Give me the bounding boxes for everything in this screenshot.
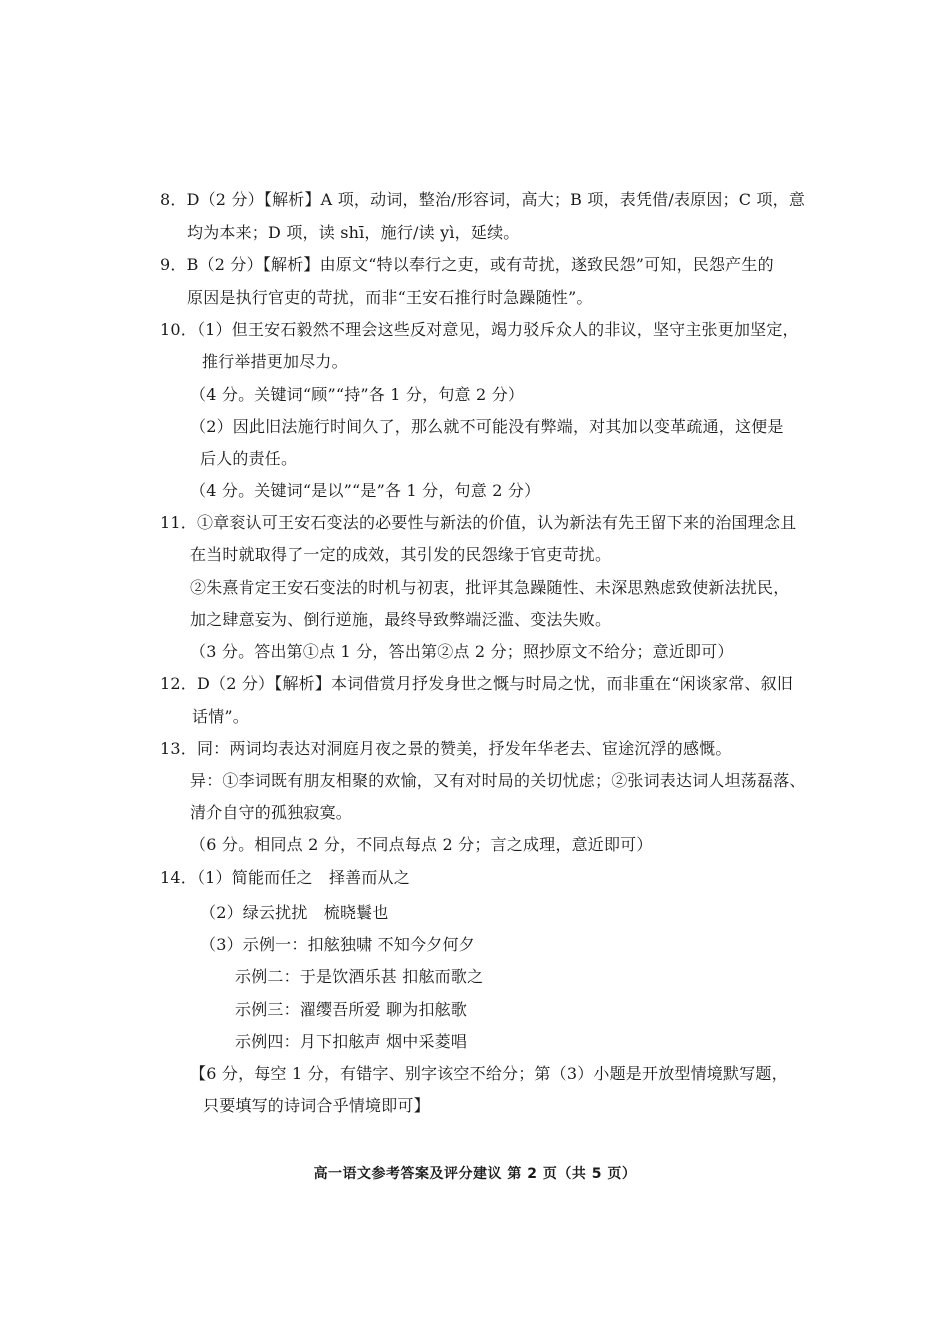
answer-line: 异：①李词既有朋友相聚的欢愉，又有对时局的关切忧虑；②张词表达词人坦荡磊落、 [190, 771, 806, 790]
answer-line: （4 分。关键词“顾”“持”各 1 分，句意 2 分） [190, 385, 525, 404]
answer-line: ②朱熹肯定王安石变法的时机与初衷，批评其急躁随性、未深思熟虑致使新法扰民， [190, 578, 790, 597]
answer-line: （6 分。相同点 2 分，不同点每点 2 分；言之成理，意近即可） [190, 835, 653, 854]
answer-line: 推行举措更加尽力。 [202, 352, 348, 371]
answer-line: 12．D（2 分）【解析】本词借赏月抒发身世之慨与时局之忧，而非重在“闲谈家常、叙旧 [160, 674, 794, 693]
answer-line: （2）绿云扰扰 梳晓鬟也 [200, 903, 389, 922]
answer-line: 清介自守的孤独寂寞。 [190, 803, 353, 822]
answer-line: （3）示例一：扣舷独啸 不知今夕何夕 [200, 935, 475, 954]
answer-line: 加之肆意妄为、倒行逆施，最终导致弊端泛滥、变法失败。 [190, 610, 612, 629]
answer-line: 原因是执行官吏的苛扰，而非“王安石推行时急躁随性”。 [187, 288, 593, 307]
answer-line: 【6 分，每空 1 分，有错字、别字该空不给分；第（3）小题是开放型情境默写题， [190, 1064, 788, 1083]
answer-line: 13．同：两词均表达对洞庭月夜之景的赞美，抒发年华老去、宦途沉浮的感慨。 [160, 739, 732, 758]
answer-line: 14．（1）简能而任之 择善而从之 [160, 868, 410, 887]
answer-line: （4 分。关键词“是以”“是”各 1 分，句意 2 分） [190, 481, 541, 500]
answer-line: 示例三：濯缨吾所爱 聊为扣舷歌 [235, 1000, 468, 1019]
answer-line: 11．①章衮认可王安石变法的必要性与新法的价值，认为新法有先王留下来的治国理念且 [160, 513, 797, 532]
answer-line: 均为本来；D 项，读 shī，施行/读 yì，延续。 [187, 223, 520, 242]
answer-line: 8．D（2 分）【解析】A 项，动词，整治/形容词，高大；B 项，表凭借/表原因；C 项，意 [160, 190, 806, 209]
answer-line: 9．B（2 分）【解析】由原文“特以奉行之吏，或有苛扰，遂致民怨”可知，民怨产生的 [160, 255, 774, 274]
answer-line: 示例二：于是饮酒乐甚 扣舷而歌之 [235, 967, 484, 986]
answer-line: （3 分。答出第①点 1 分，答出第②点 2 分；照抄原文不给分；意近即可） [190, 642, 734, 661]
answer-line: （2）因此旧法施行时间久了，那么就不可能没有弊端，对其加以变革疏通，这便是 [190, 417, 784, 436]
page-footer: 高一语文参考答案及评分建议 第 2 页（共 5 页） [313, 1166, 637, 1182]
answer-line: 话情”。 [192, 707, 249, 726]
answer-line: 10．（1）但王安石毅然不理会这些反对意见，竭力驳斥众人的非议，坚守主张更加坚定， [160, 320, 799, 339]
answer-line: 后人的责任。 [200, 449, 298, 468]
answer-line: 示例四：月下扣舷声 烟中采菱唱 [235, 1032, 468, 1051]
answer-line: 在当时就取得了一定的成效，其引发的民怨缘于官吏苛扰。 [190, 545, 612, 564]
answer-line: 只要填写的诗词合乎情境即可】 [203, 1096, 430, 1115]
